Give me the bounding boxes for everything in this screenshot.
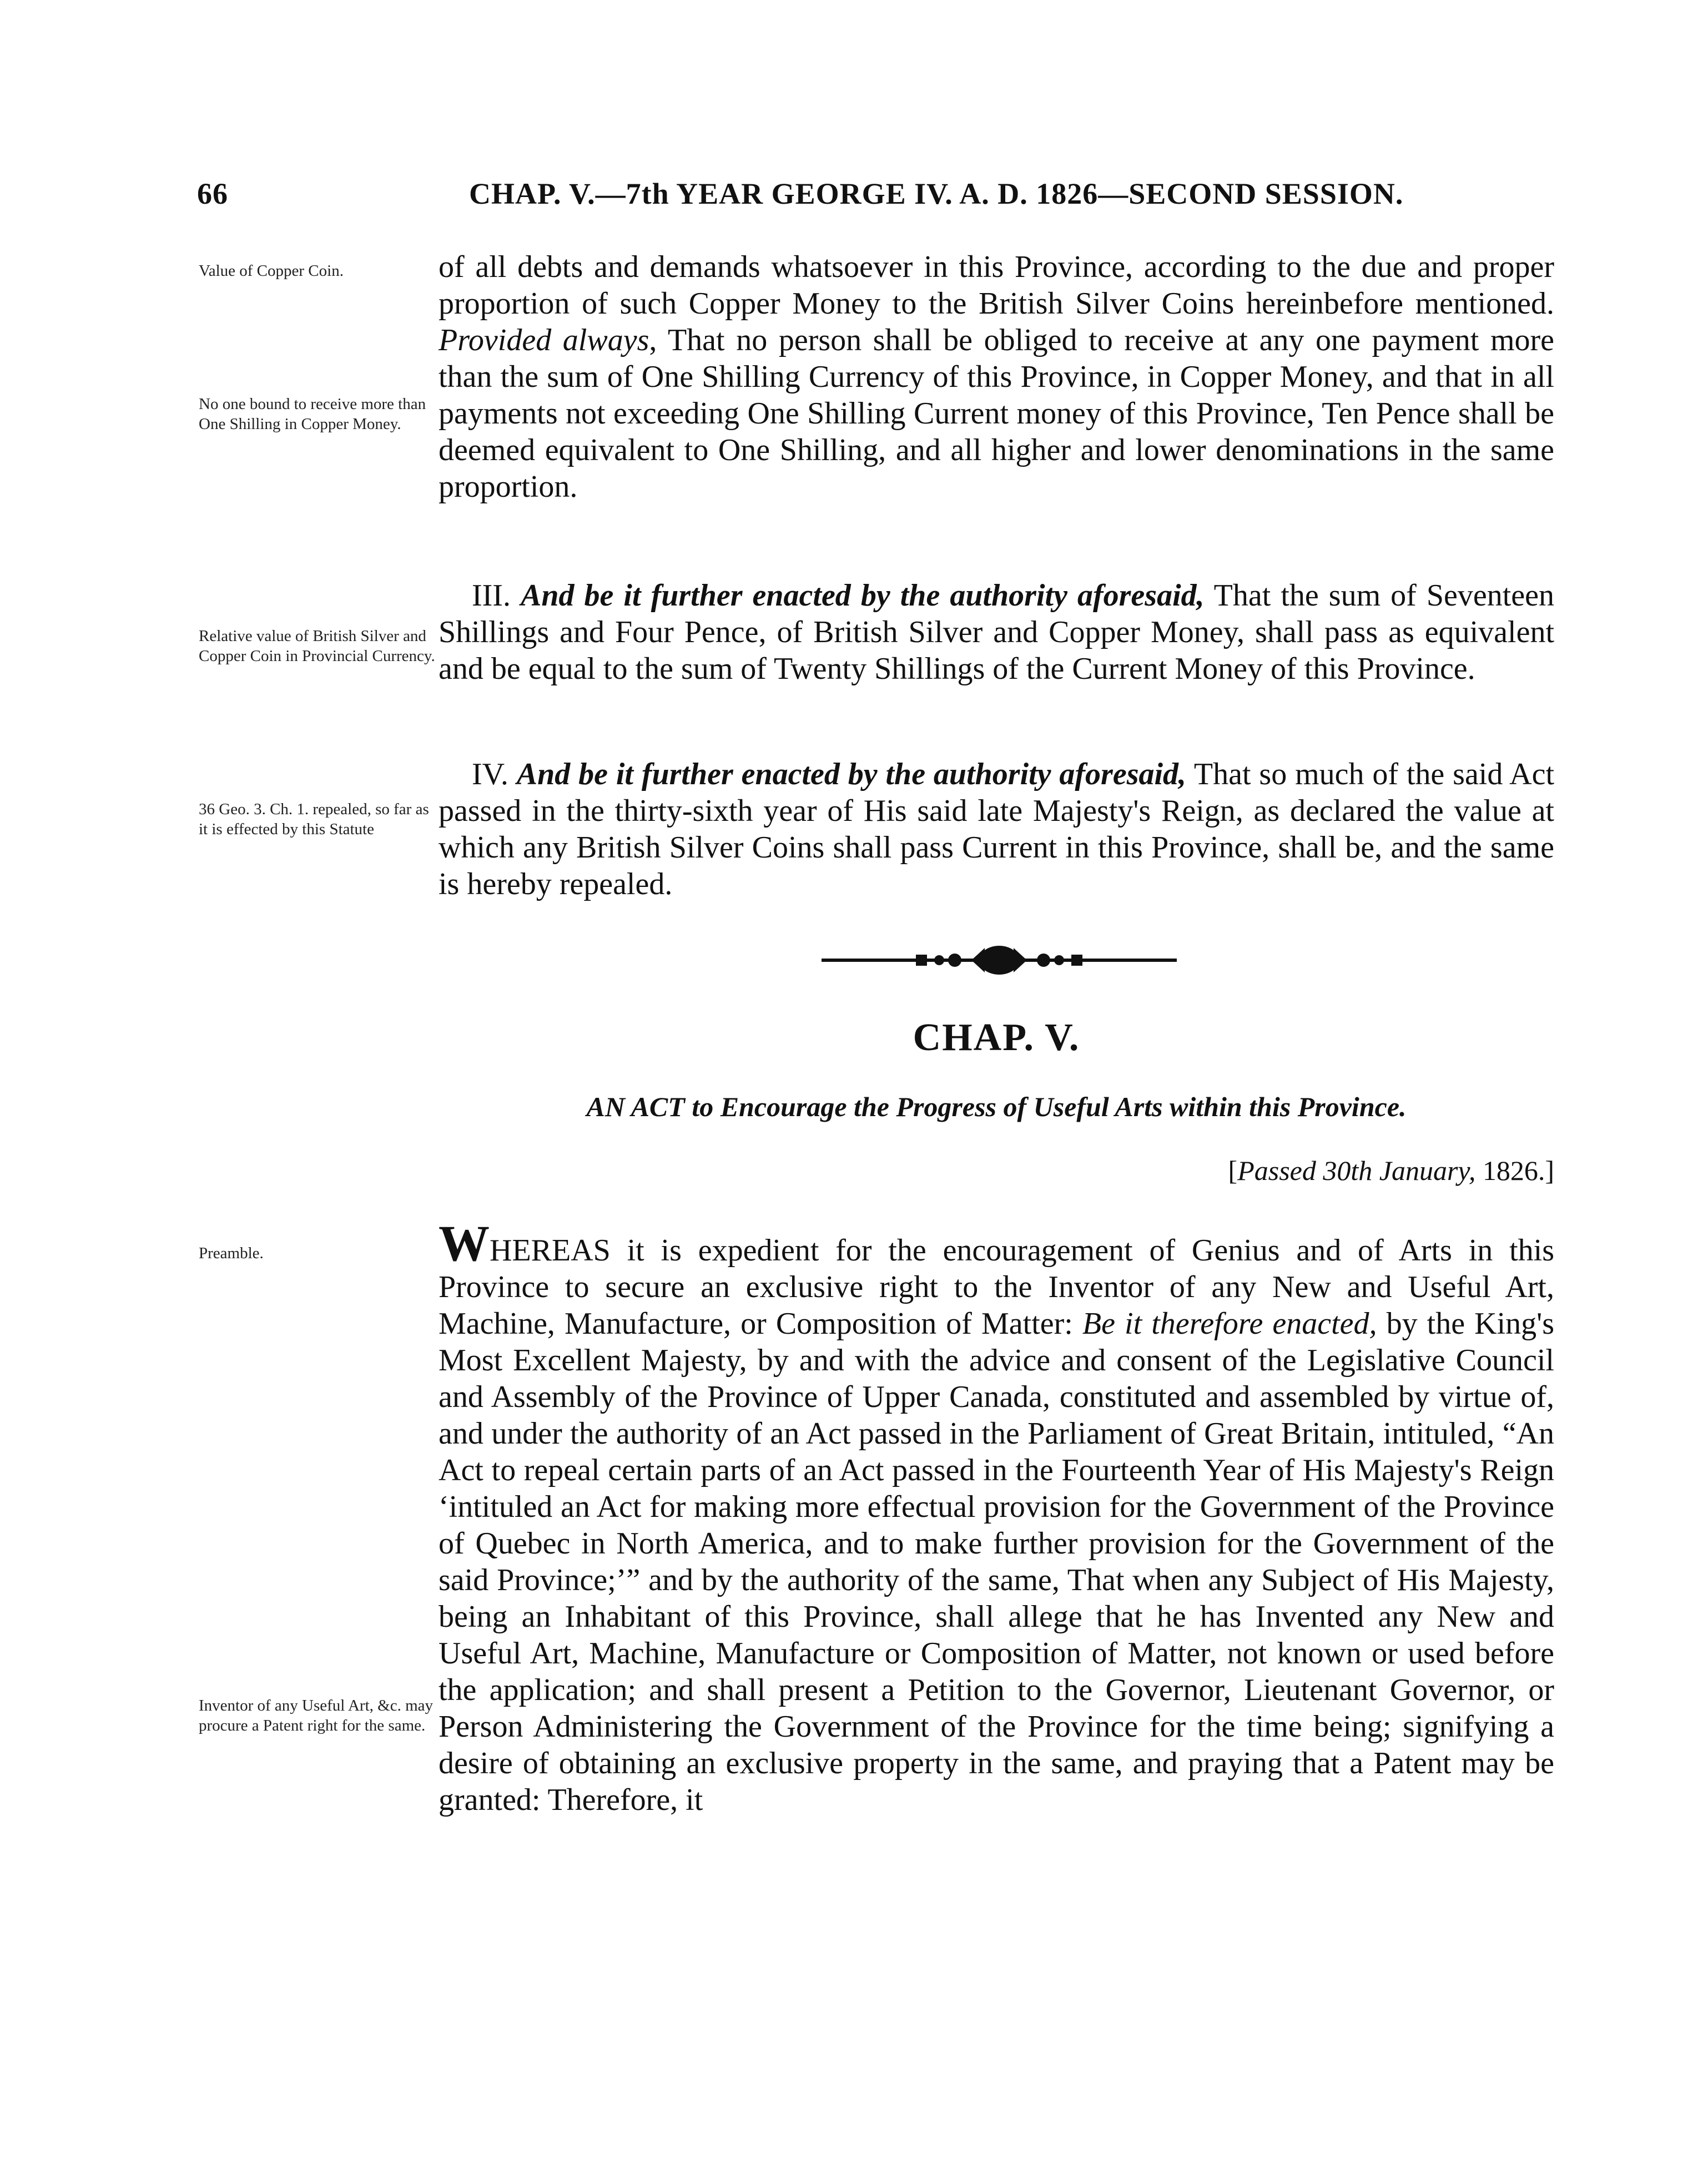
section-iii [439,577,1554,687]
preamble-paragraph [439,1215,1555,1818]
ornament-divider [822,944,1177,977]
continued-paragraph [439,249,1554,505]
margin-note-no-one-bound: No one bound to receive more than One Shilling in Copper Money. [199,395,426,433]
margin-note-preamble: Preamble. [199,1244,264,1262]
running-head: CHAP. V.—7th YEAR GEORGE IV. A. D. 1826—SECOND SESSION. [469,177,1404,210]
page-header [197,176,1554,221]
section-iii-enact: And be it further enacted by the authority aforesaid, [520,578,1205,613]
continued-text-2: , That no person shall be obliged to receive at any one payment more than the sum of One Shilling Currency of this Province, in Copper Money, and that in all payments not exceeding One Shilling Current money of this Province, Ten Pence shall be deemed equivalent to One Shilling, and all higher and lower denominations in the same proportion. [439,323,1555,504]
preamble-text-2: by the King's Most Excellent Majesty, by and with the advice and consent of the Legislative Council and Assembly of the Province of Upper Canada, constituted and assembled by virtue of, and under the authority of an Act passed in the Parliament of Great Britain, intituled, “An Act to repeal certain parts of an Act passed in the Fourteenth Year of His Majesty's Reign ‘intituled an Act for making more effectual provision for the Government of the Province of Quebec in North America, and to make further provision for the Government of the said Province;’” and by the authority of the same, That when any Subject of His Majesty, being an Inhabitant of this Province, shall allege that he has Invented any New and Useful Art, Machine, Manufacture or Composition of Matter, not known or used before the application; and shall present a Petition to the Governor, Lieutenant Governor, or Person Administering the Government of the Province for the time being; signifying a desire of obtaining an exclusive property in the same, and praying that a Patent may be granted: Therefore, it [439,1307,1555,1817]
preamble-enact-italic: Be it therefore enacted, [1082,1307,1377,1341]
passed-italic: Passed 30th January, [1237,1155,1476,1186]
section-iv-text: That so much of the said Act passed in the thirty-sixth year of His said late Majesty's Reign, as declared the value at which any British Silver Coins shall pass Current in this Province, shall be, and the same is hereby repealed. [439,757,1554,901]
drop-cap: W [439,1215,490,1272]
section-iv-number: IV. [472,757,517,791]
page-number: 66 [197,177,228,210]
section-iv [439,756,1554,902]
act-title: AN ACT to Encourage the Progress of Useful Arts within this Province. [586,1091,1407,1122]
proviso-italic: Provided always [439,323,649,357]
margin-note-relative-value: Relative value of British Silver and Copper Coin in Provincial Currency. [199,627,435,665]
margin-note-value-of-copper: Value of Copper Coin. [199,262,344,280]
chapter-title: CHAP. V. [913,1016,1080,1059]
passed-year: 1826.] [1475,1155,1554,1186]
preamble-text-1: HEREAS it is expedient for the encouragement of Genius and of Arts in this Province to secure an exclusive right to the Inventor of any New and Useful Art, Machine, Manufacture, or Composition of Matter: [439,1233,1554,1341]
section-iv-enact: And be it further enacted by the authority aforesaid, [516,757,1187,791]
passed-open: [ [1228,1155,1238,1186]
section-iii-text: That the sum of Seventeen Shillings and Four Pence, of British Silver and Copper Money, shall pass as equivalent and be equal to the sum of Twenty Shillings of the Current Money of this Province. [439,578,1554,686]
section-iii-number: III. [472,578,521,613]
margin-note-inventor: Inventor of any Useful Art, &c. may procure a Patent right for the same. [199,1697,434,1734]
passed-date [1228,1154,1554,1187]
margin-note-repealed: 36 Geo. 3. Ch. 1. repealed, so far as it is effected by this Statute [199,800,429,838]
continued-text-1: of all debts and demands whatsoever in this Province, according to the due and proper proportion of such Copper Money to the British Silver Coins hereinbefore mentioned. [439,250,1554,321]
